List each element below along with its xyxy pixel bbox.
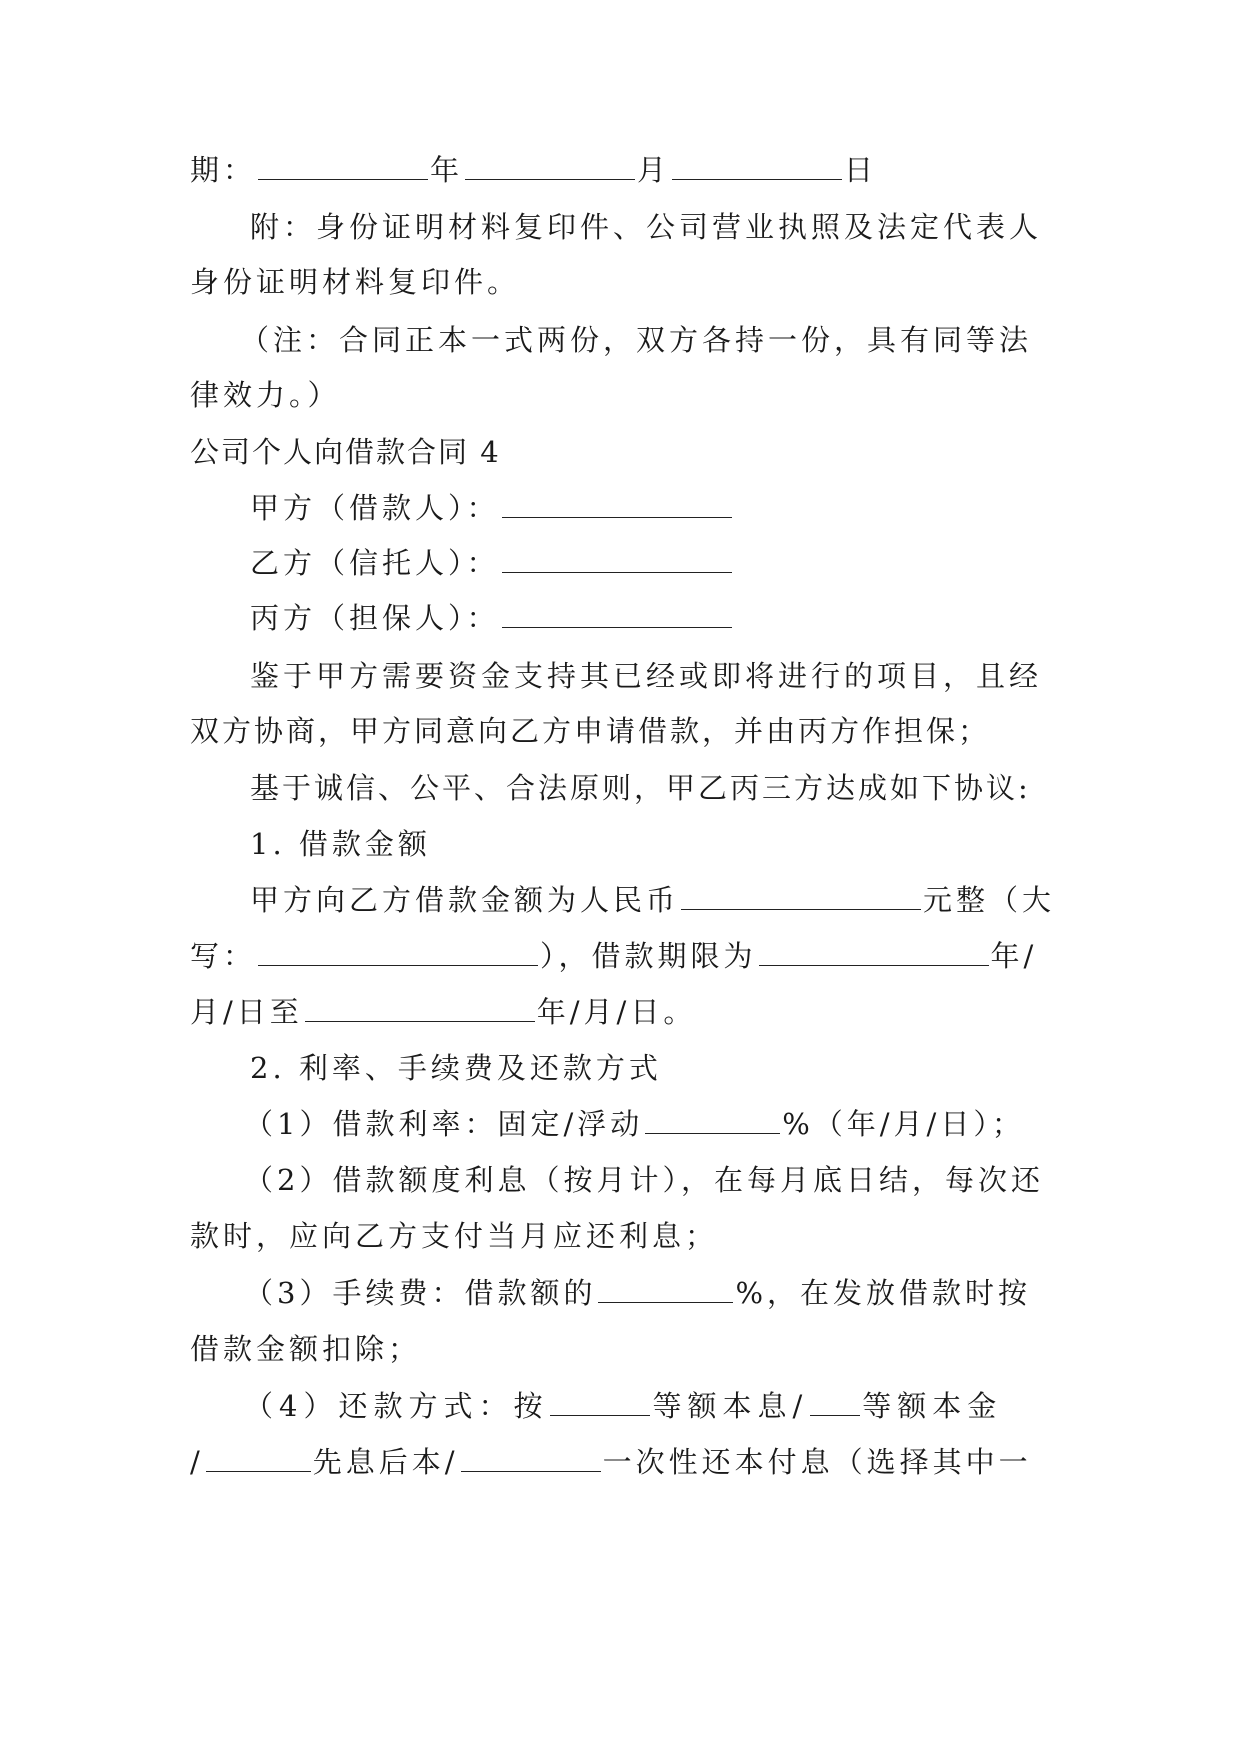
term-label: ），借款期限为: [540, 939, 757, 973]
party-c-line: [250, 598, 734, 638]
fee-line-cont: 借款金额扣除；: [190, 1332, 422, 1366]
day-blank[interactable]: [672, 151, 842, 180]
interest-rate-suffix: %（年/月/日）；: [782, 1107, 1025, 1141]
party-b-blank[interactable]: [502, 544, 732, 573]
party-c-label: 丙方（担保人）：: [250, 601, 500, 635]
interest-line: （2）借款额度利息（按月计），在每月底日结，每次还: [244, 1163, 1044, 1197]
amount-blank[interactable]: [681, 881, 921, 910]
lump-sum-blank[interactable]: [461, 1443, 601, 1472]
year-blank[interactable]: [258, 151, 428, 180]
term-start-blank[interactable]: [759, 937, 989, 966]
fee-suffix: %，在发放借款时按: [735, 1276, 1032, 1310]
interest-first-blank[interactable]: [206, 1443, 311, 1472]
whereas-line-cont: 双方协商，甲方同意向乙方申请借款，并由丙方作担保；: [190, 714, 991, 748]
section-1-heading: 1. 借款金额: [250, 827, 431, 861]
interest-rate-blank[interactable]: [645, 1105, 780, 1134]
fee-label: （3）手续费：借款额的: [244, 1276, 597, 1310]
repayment-line: [244, 1386, 1002, 1426]
slash-label: /: [190, 1445, 204, 1479]
lump-sum-label: 一次性还本付息（选择其中一: [602, 1445, 1032, 1479]
equal-installment-blank[interactable]: [550, 1387, 650, 1416]
interest-rate-label: （1）借款利率：固定/浮动: [244, 1107, 644, 1141]
term-line: [190, 992, 696, 1032]
fee-line: [244, 1273, 1031, 1313]
party-c-blank[interactable]: [502, 599, 732, 628]
capital-label: 写：: [190, 939, 257, 973]
interest-first-label: 先息后本/: [312, 1445, 459, 1479]
equal-principal-label: 等额本金: [862, 1389, 1003, 1423]
date-label: 期：: [190, 153, 257, 187]
party-a-label: 甲方（借款人）：: [250, 491, 500, 525]
term-end-suffix: 年/月/日。: [536, 995, 697, 1029]
attachment-line-cont: 身份证明材料复印件。: [190, 265, 521, 299]
note-line-cont: 律效力。）: [190, 378, 341, 412]
interest-rate-line: [244, 1104, 1025, 1144]
note-line: （注：合同正本一式两份，双方各持一份，具有同等法: [240, 323, 1033, 357]
capital-amount-blank[interactable]: [258, 937, 538, 966]
term-year-label: 年/: [990, 939, 1038, 973]
equal-installment-label: 等额本息/: [652, 1389, 809, 1423]
party-a-line: [250, 488, 734, 528]
amount-label: 甲方向乙方借款金额为人民币: [250, 883, 680, 917]
repayment-label: （4）还款方式：按: [244, 1389, 549, 1423]
fee-blank[interactable]: [598, 1274, 733, 1303]
month-blank[interactable]: [465, 151, 635, 180]
date-line: [190, 150, 877, 190]
amount-line-cont: [190, 936, 1037, 976]
party-a-blank[interactable]: [502, 489, 732, 518]
whereas-line: 鉴于甲方需要资金支持其已经或即将进行的项目，且经: [250, 659, 1043, 693]
equal-principal-blank[interactable]: [810, 1387, 860, 1416]
section-2-heading: 2. 利率、手续费及还款方式: [250, 1051, 662, 1085]
year-label: 年: [430, 153, 464, 187]
attachment-line: 附：身份证明材料复印件、公司营业执照及法定代表人: [250, 210, 1043, 244]
term-end-blank[interactable]: [305, 993, 535, 1022]
principle-line: 基于诚信、公平、合法原则，甲乙丙三方达成如下协议:: [250, 771, 1031, 805]
term-to-label: 月/日至: [190, 995, 303, 1029]
interest-line-cont: 款时，应向乙方支付当月应还利息；: [190, 1219, 719, 1253]
amount-line: [250, 880, 1055, 920]
repayment-line-cont: [190, 1442, 1032, 1482]
party-b-label: 乙方（信托人）：: [250, 546, 500, 580]
contract-title: 公司个人向借款合同 4: [190, 435, 501, 469]
day-label: 日: [844, 153, 878, 187]
month-label: 月: [637, 153, 671, 187]
amount-suffix: 元整（大: [923, 883, 1056, 917]
party-b-line: [250, 543, 734, 583]
